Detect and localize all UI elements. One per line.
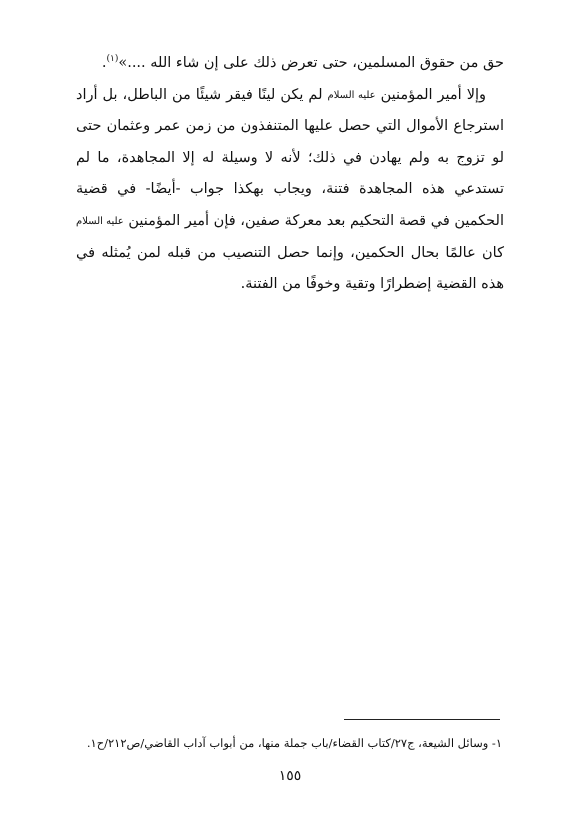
paragraph-2-text-b: لم يكن لينًا فيقر شيئًا من الباطل، بل أراد استرجاع الأموال التي حصل عليها المتنفذون من زمن عمر وعثمان حتى لو تزوج به ولم يهادن في ذلك؛ لأنه لا وسيلة له إلا المجاهدة، ما لم تستدعي هذه المجاهدة فتنة، ويجاب بهكذا جواب -أيضًا- في قضية الحكمين في قصة التحكيم بعد معركة صفين، فإن أمير المؤمنين [76,86,504,229]
honorific-glyph: عليه السلام [327,89,376,101]
paragraph-1-text-a: حق من حقوق المسلمين، حتى تعرض ذلك على إن شاء الله ....» [118,55,504,71]
page-number: ١٥٥ [278,768,302,784]
paragraph-1 [76,44,504,80]
body-text [76,44,504,301]
paragraph-1-text-b: . [101,55,107,71]
footnote: ١- وسائل الشيعة، ج٢٧/كتاب القضاء/باب جملة منها، من أبواب آداب القاضي/ص٢١٢/ح١. [86,736,502,750]
paragraph-2-text-c: كان عالمًا بحال الحكمين، وإنما حصل التنصيب من قبله لمن يُمثله في هذه القضية إضطرارًا وتقية وخوفًا من الفتنة. [76,244,504,293]
honorific-glyph: عليه السلام [76,215,124,227]
paragraph-2 [76,80,504,301]
footnote-divider [344,719,500,720]
paragraph-2-text-a: وإلا أمير المؤمنين [375,86,486,103]
footnote-reference: (١) [106,54,119,64]
